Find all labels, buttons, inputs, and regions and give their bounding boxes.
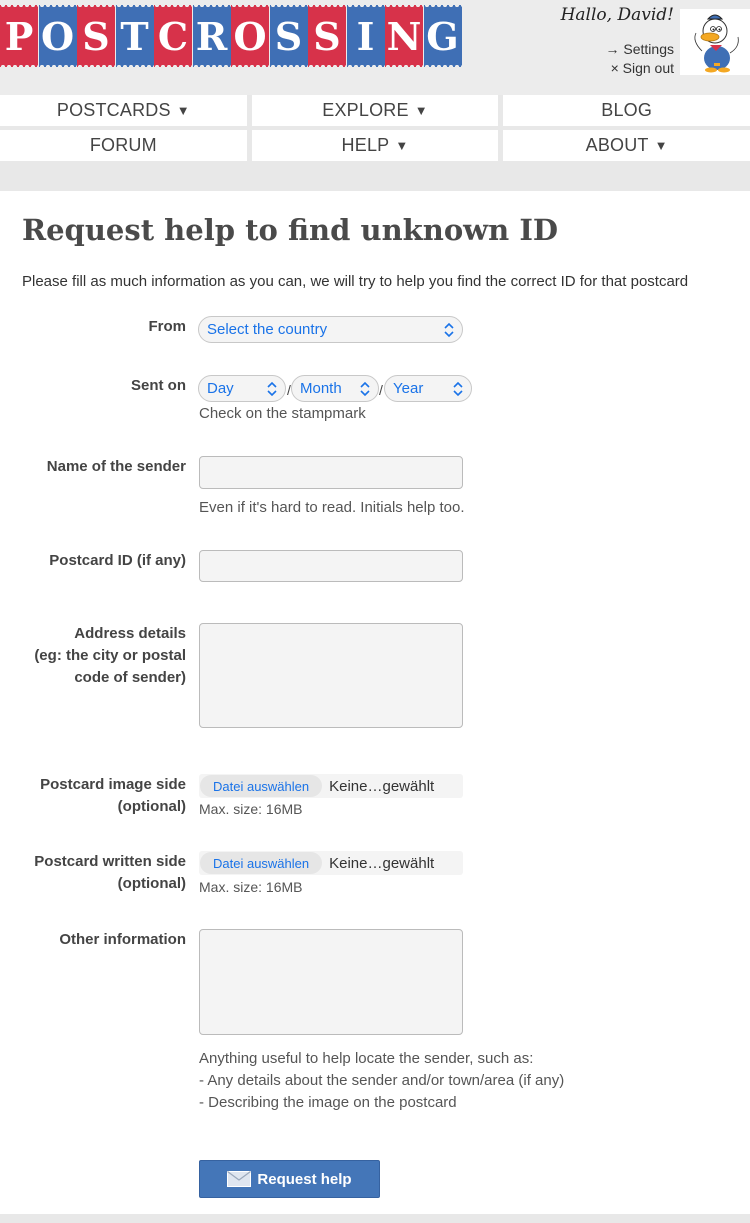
other-info-hint (199, 1048, 564, 1114)
month-select-value: Month (300, 380, 342, 397)
address-label-line: Address details (74, 625, 186, 642)
image-side-label-line: Postcard image side (40, 776, 186, 793)
choose-file-button[interactable]: Datei auswählen (200, 852, 322, 874)
nav-help-label: HELP (341, 135, 390, 155)
country-select-value: Select the country (207, 321, 328, 338)
image-side-label (40, 774, 186, 818)
written-side-hint: Max. size: 16MB (199, 879, 303, 895)
logo-letter: S (308, 5, 346, 67)
address-label-line: (eg: the city or postal (34, 647, 186, 664)
other-info-textarea[interactable] (199, 929, 463, 1035)
sent-on-label: Sent on (131, 377, 186, 394)
year-select[interactable] (384, 375, 472, 402)
from-label: From (148, 318, 186, 335)
logo-letter: S (270, 5, 308, 67)
logo-letter: N (385, 5, 423, 67)
nav-postcards[interactable] (0, 95, 247, 126)
request-help-label: Request help (257, 1170, 352, 1188)
logo-letter: I (347, 5, 385, 67)
nav-blog[interactable] (503, 95, 750, 126)
other-info-label: Other information (59, 931, 186, 948)
request-help-button[interactable] (199, 1160, 380, 1198)
sender-name-label: Name of the sender (46, 458, 186, 475)
nav-forum[interactable] (0, 130, 247, 161)
day-select-value: Day (207, 380, 234, 397)
page-title: Request help to find unknown ID (22, 213, 559, 247)
address-textarea[interactable] (199, 623, 463, 728)
donald-duck-avatar-icon (684, 11, 746, 73)
logo-letter: O (39, 5, 77, 67)
nav-row-2 (0, 130, 750, 161)
image-side-file-input[interactable] (199, 774, 463, 798)
caret-down-icon: ▼ (395, 138, 409, 153)
select-chevron-icon (358, 379, 372, 399)
sender-name-hint: Even if it's hard to read. Initials help too. (199, 499, 465, 516)
logo-letter: T (116, 5, 154, 67)
caret-down-icon: ▼ (176, 103, 190, 118)
day-select[interactable] (198, 375, 286, 402)
logo-letter: S (77, 5, 115, 67)
written-side-file-input[interactable] (199, 851, 463, 875)
written-side-label-line: Postcard written side (34, 853, 186, 870)
logo-letter: O (231, 5, 269, 67)
written-side-label (34, 851, 186, 895)
month-select[interactable] (291, 375, 379, 402)
nav-about[interactable] (503, 130, 750, 161)
choose-file-button[interactable]: Datei auswählen (200, 775, 322, 797)
date-separator: / (287, 382, 291, 398)
stampmark-hint: Check on the stampmark (199, 405, 366, 422)
image-side-hint: Max. size: 16MB (199, 801, 303, 817)
nav-explore-label: EXPLORE (322, 100, 409, 120)
settings-link[interactable]: → Settings (605, 41, 674, 57)
select-chevron-icon (451, 379, 465, 399)
intro-text: Please fill as much information as you can, we will try to help you find the correct ID for that postcard (22, 273, 689, 290)
main-content (0, 191, 750, 1214)
site-header (0, 0, 750, 95)
logo-letter: R (193, 5, 231, 67)
other-info-hint-line: - Describing the image on the postcard (199, 1094, 457, 1111)
other-info-hint-line: Anything useful to help locate the sender, such as: (199, 1050, 534, 1067)
image-side-label-line: (optional) (117, 798, 186, 815)
select-chevron-icon (265, 379, 279, 399)
avatar[interactable] (680, 9, 750, 75)
logo-letter: G (424, 5, 462, 67)
select-chevron-icon (442, 320, 456, 340)
nav-blog-label: BLOG (601, 100, 653, 120)
logo-letter: P (0, 5, 38, 67)
nav-row-1 (0, 95, 750, 126)
postcrossing-logo[interactable] (0, 5, 462, 71)
postcard-id-input[interactable] (199, 550, 463, 582)
postcard-id-label: Postcard ID (if any) (49, 552, 186, 569)
caret-down-icon: ▼ (654, 138, 668, 153)
other-info-hint-line: - Any details about the sender and/or town/area (if any) (199, 1072, 565, 1089)
date-separator: / (379, 382, 383, 398)
file-status: Keine…gewählt (329, 777, 435, 795)
logo-letter: C (154, 5, 192, 67)
sign-out-link[interactable]: × Sign out (610, 60, 674, 76)
address-label (34, 623, 186, 689)
user-links (606, 40, 674, 78)
envelope-icon (227, 1171, 251, 1187)
year-select-value: Year (393, 380, 424, 397)
nav-postcards-label: POSTCARDS (56, 100, 171, 120)
written-side-label-line: (optional) (117, 875, 186, 892)
country-select[interactable] (198, 316, 463, 343)
nav-help[interactable] (252, 130, 499, 161)
nav-forum-label: FORUM (89, 135, 157, 155)
caret-down-icon: ▼ (414, 103, 428, 118)
nav-about-label: ABOUT (585, 135, 649, 155)
file-status: Keine…gewählt (329, 854, 435, 872)
greeting-text: Hallo, David! (560, 5, 674, 25)
nav-explore[interactable] (252, 95, 499, 126)
main-nav (0, 95, 750, 165)
address-label-line: code of sender) (74, 669, 186, 686)
sender-name-input[interactable] (199, 456, 463, 489)
